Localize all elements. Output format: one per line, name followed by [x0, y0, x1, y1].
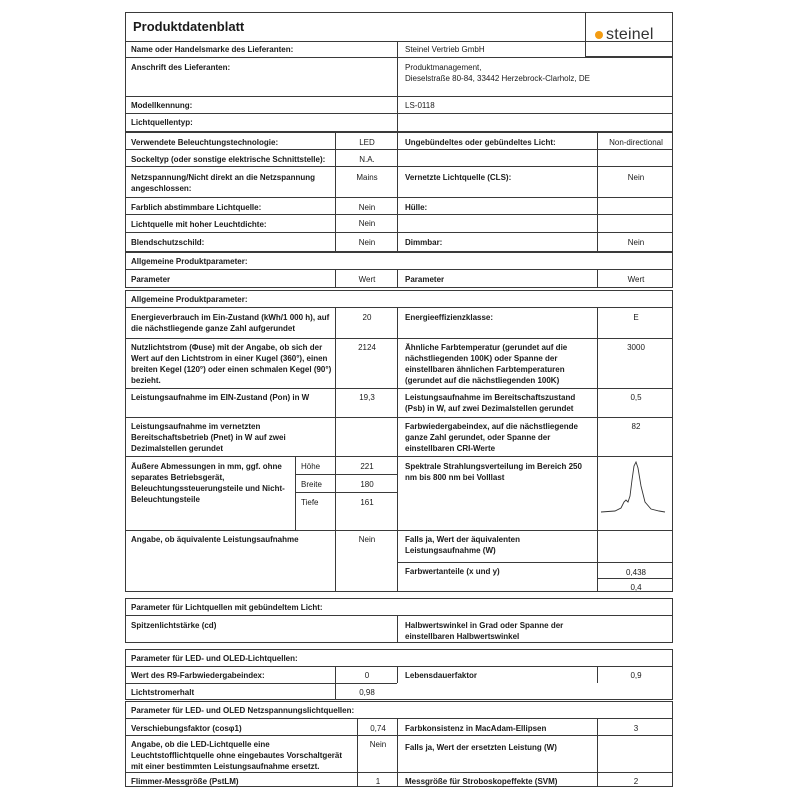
spectral-label: Spektrale Strahlungsverteilung im Bereich 250 nm bis 800 nm bei Volllast — [405, 462, 582, 482]
steinel-logo — [593, 22, 669, 48]
dims-label: Äußere Abmessungen in mm, ggf. ohne separates Betriebsgerät, Beleuchtungssteuerungsteile und Nicht-Beleuchtungsteile — [131, 462, 285, 504]
general1-param-left: Parameter — [131, 275, 171, 284]
flux-label: Nutzlichtstrom (Φuse) mit der Angabe, ob sich der Wert auf den Lichtstrom in einer Kugel (360°), einen breiten Kegel (120°) oder einen schmalen Kegel (90°) bezieht. — [131, 343, 332, 385]
tech-value: LED — [359, 138, 375, 147]
energy-label: Energieverbrauch im Ein-Zustand (kWh/1 000 h), auf die nächstliegende ganze Zahl aufgerundet — [131, 313, 330, 333]
mains-led-title: Parameter für LED- und OLED Netzspannungslichtquellen: — [131, 706, 355, 715]
glare-label: Blendschutzschild: — [131, 238, 205, 247]
general1-title: Allgemeine Produktparameter: — [131, 257, 248, 266]
lightsource-type-row — [125, 113, 673, 132]
supplier-name-label: Name oder Handelsmarke des Lieferanten: — [131, 45, 294, 54]
height-label: Höhe — [301, 462, 321, 471]
lightsource-type-label: Lichtquellentyp: — [131, 118, 193, 127]
width-label: Breite — [301, 480, 322, 489]
equiv-label: Angabe, ob äquivalente Leistungsaufnahme — [131, 535, 299, 544]
cri-value: 82 — [631, 422, 641, 431]
dimmable-label: Dimmbar: — [405, 238, 443, 247]
general1-value-left: Wert — [358, 275, 376, 284]
macadam-label: Farbkonsistenz in MacAdam-Ellipsen — [405, 724, 547, 733]
retro-label: Angabe, ob die LED-Lichtquelle eine Leuchtstofflichtquelle ohne eingebautes Vorschaltgerät mit einer bestimmten Leistungsaufnahme ersetzt. — [131, 740, 342, 771]
cct-label: Ähnliche Farbtemperatur (gerundet auf die nächstliegenden 100K) oder Spanne der einstellbaren ähnlichen Farbtemperaturen (gerundet auf die nächstliegenden 100K) — [405, 343, 568, 385]
peak-label: Spitzenlichtstärke (cd) — [131, 621, 217, 630]
height-value: 221 — [360, 462, 374, 471]
cri-label: Farbwiedergabeindex, auf die nächstliegende ganze Zahl gerundet, oder Spanne der einstellbaren CRI-Werte — [405, 422, 578, 453]
maint-value: 0,98 — [359, 688, 375, 697]
survival-value: 0,9 — [630, 671, 642, 680]
equiv-value: Nein — [358, 535, 376, 544]
mains-label: Netzspannung/Nicht direkt an die Netzspannung angeschlossen: — [131, 173, 316, 193]
mains-value: Mains — [356, 173, 378, 182]
macadam-value: 3 — [633, 724, 639, 733]
depth-label: Tiefe — [301, 498, 319, 507]
spectral-distribution-graph — [597, 452, 667, 516]
supplier-address-line1: Produktmanagement, — [405, 63, 482, 72]
high-lum-label: Lichtquelle mit hoher Leuchtdichte: — [131, 220, 267, 229]
class-label: Energieeffizienzklasse: — [405, 313, 494, 322]
pon-label: Leistungsaufnahme im EIN-Zustand (Pon) in W — [131, 393, 310, 402]
high-lum-value: Nein — [358, 219, 376, 228]
general1-header-row — [125, 269, 673, 288]
pon-value: 19,3 — [359, 393, 375, 402]
depth-value: 161 — [360, 498, 374, 507]
general1-value-right: Wert — [627, 275, 645, 284]
logo-dot-icon — [595, 31, 603, 39]
page-title: Produktdatenblatt — [133, 19, 245, 34]
psb-label: Leistungsaufnahme im Bereitschaftszustand (Psb) in W, auf zwei Dezimalstellen gerundet — [405, 393, 576, 413]
energy-value: 20 — [362, 313, 372, 322]
color-tunable-value: Nein — [358, 203, 376, 212]
model-row — [125, 96, 673, 114]
svm-label: Messgröße für Stroboskopeffekte (SVM) — [405, 777, 558, 786]
cls-value: Nein — [627, 173, 645, 182]
directional-title: Parameter für Lichtquellen mit gebündeltem Licht: — [131, 603, 323, 612]
class-value: E — [633, 313, 639, 322]
r9-label: Wert des R9-Farbwiedergabeindex: — [131, 671, 265, 680]
flicker-label: Flimmer-Messgröße (PstLM) — [131, 777, 239, 786]
general2-title: Allgemeine Produktparameter: — [131, 295, 248, 304]
supplier-name-value: Steinel Vertrieb GmbH — [405, 45, 485, 54]
socket-label: Sockeltyp (oder sonstige elektrische Schnittstelle): — [131, 155, 326, 164]
dimmable-value: Nein — [627, 238, 645, 247]
cls-label: Vernetzte Lichtquelle (CLS): — [405, 173, 512, 182]
chroma-y-value: 0,4 — [630, 583, 642, 592]
retro-if-label: Falls ja, Wert der ersetzten Leistung (W) — [405, 743, 557, 752]
cct-value: 3000 — [627, 343, 645, 352]
width-value: 180 — [360, 480, 374, 489]
chroma-label: Farbwertanteile (x und y) — [405, 567, 500, 576]
chroma-x-value: 0,438 — [625, 568, 647, 577]
equiv-if-label: Falls ja, Wert der äquivalenten Leistungsaufnahme (W) — [405, 535, 520, 555]
model-value: LS-0118 — [405, 101, 435, 110]
directional-value: Non-directional — [609, 138, 663, 147]
general1-param-right: Parameter — [405, 275, 445, 284]
color-tunable-label: Farblich abstimmbare Lichtquelle: — [131, 203, 262, 212]
model-label: Modellkennung: — [131, 101, 193, 110]
logo-text: steinel — [606, 26, 654, 43]
pf-value: 0,74 — [370, 724, 386, 733]
maint-label: Lichtstromerhalt — [131, 688, 195, 697]
led-title: Parameter für LED- und OLED-Lichtquellen: — [131, 654, 298, 663]
flicker-value: 1 — [375, 777, 381, 786]
directional-label: Ungebündeltes oder gebündeltes Licht: — [405, 138, 556, 147]
pnet-label: Leistungsaufnahme im vernetzten Bereitschaftsbetrieb (Pnet) in W auf zwei Dezimalstellen gerundet — [131, 422, 286, 453]
pf-label: Verschiebungsfaktor (cosφ1) — [131, 724, 242, 733]
socket-value: N.A. — [359, 155, 375, 164]
survival-label: Lebensdauerfaktor — [405, 671, 478, 680]
spectral-curve — [601, 462, 665, 512]
tech-label: Verwendete Beleuchtungstechnologie: — [131, 138, 279, 147]
supplier-address-label: Anschrift des Lieferanten: — [131, 63, 231, 72]
beam-label: Halbwertswinkel in Grad oder Spanne der einstellbaren Halbwertswinkel — [405, 621, 564, 641]
product-datasheet — [125, 12, 673, 787]
envelope-label: Hülle: — [405, 203, 428, 212]
glare-value: Nein — [358, 238, 376, 247]
supplier-address-line2: Dieselstraße 80-84, 33442 Herzebrock-Clarholz, DE — [405, 74, 590, 83]
psb-value: 0,5 — [630, 393, 642, 402]
r9-value: 0 — [364, 671, 370, 680]
retro-value: Nein — [369, 740, 387, 749]
flux-value: 2124 — [358, 343, 376, 352]
svm-value: 2 — [633, 777, 639, 786]
